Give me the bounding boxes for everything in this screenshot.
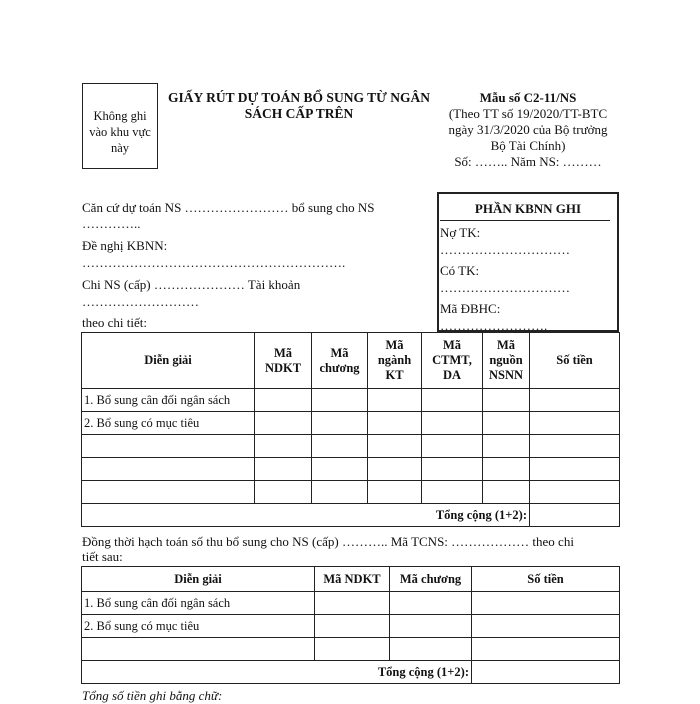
budget-total-amount (530, 504, 620, 527)
field-kbnn-request: Đề nghị KBNN: (82, 238, 168, 253)
form-ref-3: Bộ Tài Chính) (490, 138, 566, 153)
budget-total-row (82, 504, 620, 527)
no-write-line-2: vào khu vực (89, 125, 151, 139)
form-code-block (438, 90, 618, 170)
budget-cell (422, 412, 483, 435)
kbnn-dbhc-dots: ……………………. (440, 318, 548, 333)
budget-table-header (82, 333, 620, 389)
budget-row (82, 389, 620, 412)
col2-description: Diễn giải (82, 567, 315, 592)
budget-cell (422, 389, 483, 412)
revenue-cell (472, 592, 620, 615)
budget-row-description (82, 458, 255, 481)
budget-cell (530, 481, 620, 504)
col-ndkt: Mã NDKT (255, 333, 312, 389)
revenue-total-amount (472, 661, 620, 684)
revenue-cell (315, 638, 390, 661)
budget-cell (312, 435, 368, 458)
form-number: Mẫu số C2-11/NS (479, 90, 577, 105)
revenue-cell (315, 592, 390, 615)
form-ref-2: ngày 31/3/2020 của Bộ trưởng (448, 122, 608, 137)
revenue-cell (472, 615, 620, 638)
field-spending-account: Chi NS (cấp) ………………… Tài khoản (82, 277, 301, 292)
budget-row-description: 1. Bổ sung cân đối ngân sách (82, 389, 255, 412)
budget-cell (483, 458, 530, 481)
field-budget-dots: ………….. (82, 216, 141, 231)
document-title (160, 90, 438, 122)
no-write-box (82, 83, 158, 169)
form-ref-1: (Theo TT số 19/2020/TT-BTC (448, 106, 608, 121)
title-line-2: SÁCH CẤP TRÊN (244, 106, 354, 121)
col2-ndkt: Mã NDKT (315, 567, 390, 592)
revenue-cell (390, 638, 472, 661)
kbnn-title: PHẦN KBNN GHI (474, 201, 582, 216)
budget-cell (530, 435, 620, 458)
budget-cell (255, 435, 312, 458)
budget-row (82, 412, 620, 435)
revenue-table (81, 566, 620, 684)
budget-row (82, 481, 620, 504)
budget-cell (483, 481, 530, 504)
field-budget-basis: Căn cứ dự toán NS …………………… bổ sung cho NS (82, 200, 375, 215)
revenue-table-header (82, 567, 620, 592)
budget-cell (530, 458, 620, 481)
field-detail-label: theo chi tiết: (82, 315, 147, 330)
col-ctmt: Mã CTMT, DA (422, 333, 483, 389)
budget-cell (483, 435, 530, 458)
budget-row-description (82, 435, 255, 458)
revenue-row-description: 2. Bổ sung có mục tiêu (82, 615, 315, 638)
kbnn-credit-label: Có TK: (440, 263, 480, 278)
budget-cell (368, 458, 422, 481)
revenue-total-row (82, 661, 620, 684)
revenue-row-description: 1. Bổ sung cân đối ngân sách (82, 592, 315, 615)
budget-cell (422, 458, 483, 481)
col2-amount: Số tiền (472, 567, 620, 592)
revenue-row-description (82, 638, 315, 661)
col-description: Diễn giải (82, 333, 255, 389)
kbnn-debit-dots: ………………………… (440, 242, 570, 257)
budget-cell (255, 458, 312, 481)
revenue-line-1: Đồng thời hạch toán số thu bổ sung cho NS (cấp) ……….. Mã TCNS: ……………… theo chi (82, 534, 574, 549)
budget-cell (368, 481, 422, 504)
budget-cell (368, 412, 422, 435)
revenue-row (82, 615, 620, 638)
title-line-1: GIẤY RÚT DỰ TOÁN BỔ SUNG TỪ NGÂN (168, 90, 430, 105)
no-write-line-1: Không ghi (93, 109, 147, 123)
budget-cell (483, 412, 530, 435)
budget-cell (422, 435, 483, 458)
budget-cell (255, 481, 312, 504)
field-kbnn-dots: ……………………………………………………. (82, 255, 346, 270)
col2-chapter: Mã chương (390, 567, 472, 592)
budget-cell (312, 412, 368, 435)
revenue-line-2: tiết sau: (82, 549, 123, 564)
kbnn-debit-label: Nợ TK: (440, 225, 481, 240)
form-year: Số: …….. Năm NS: ……… (454, 154, 602, 169)
budget-cell (312, 389, 368, 412)
revenue-row (82, 592, 620, 615)
budget-total-label: Tổng cộng (1+2): (82, 504, 530, 527)
budget-cell (312, 481, 368, 504)
col-amount: Số tiền (530, 333, 620, 389)
budget-cell (255, 389, 312, 412)
kbnn-box (437, 192, 619, 332)
budget-row (82, 458, 620, 481)
budget-cell (368, 435, 422, 458)
budget-cell (530, 412, 620, 435)
budget-row-description (82, 481, 255, 504)
revenue-statement (82, 534, 622, 564)
kbnn-dbhc-label: Mã ĐBHC: (440, 301, 501, 316)
no-write-line-3: này (110, 141, 130, 155)
revenue-cell (390, 592, 472, 615)
col-source: Mã nguồn NSNN (483, 333, 530, 389)
col-chapter: Mã chương (312, 333, 368, 389)
budget-cell (368, 389, 422, 412)
col-sector: Mã ngành KT (368, 333, 422, 389)
budget-row-description: 2. Bổ sung có mục tiêu (82, 412, 255, 435)
budget-cell (312, 458, 368, 481)
budget-table (81, 332, 620, 527)
field-account-dots: ……………………… (82, 294, 199, 309)
revenue-cell (472, 638, 620, 661)
budget-cell (422, 481, 483, 504)
budget-cell (255, 412, 312, 435)
kbnn-credit-dots: ………………………… (440, 280, 570, 295)
budget-cell (530, 389, 620, 412)
revenue-cell (390, 615, 472, 638)
budget-row (82, 435, 620, 458)
revenue-total-label: Tổng cộng (1+2): (82, 661, 472, 684)
amount-in-words-label: Tổng số tiền ghi bằng chữ: (82, 688, 223, 703)
revenue-row (82, 638, 620, 661)
budget-cell (483, 389, 530, 412)
revenue-cell (315, 615, 390, 638)
